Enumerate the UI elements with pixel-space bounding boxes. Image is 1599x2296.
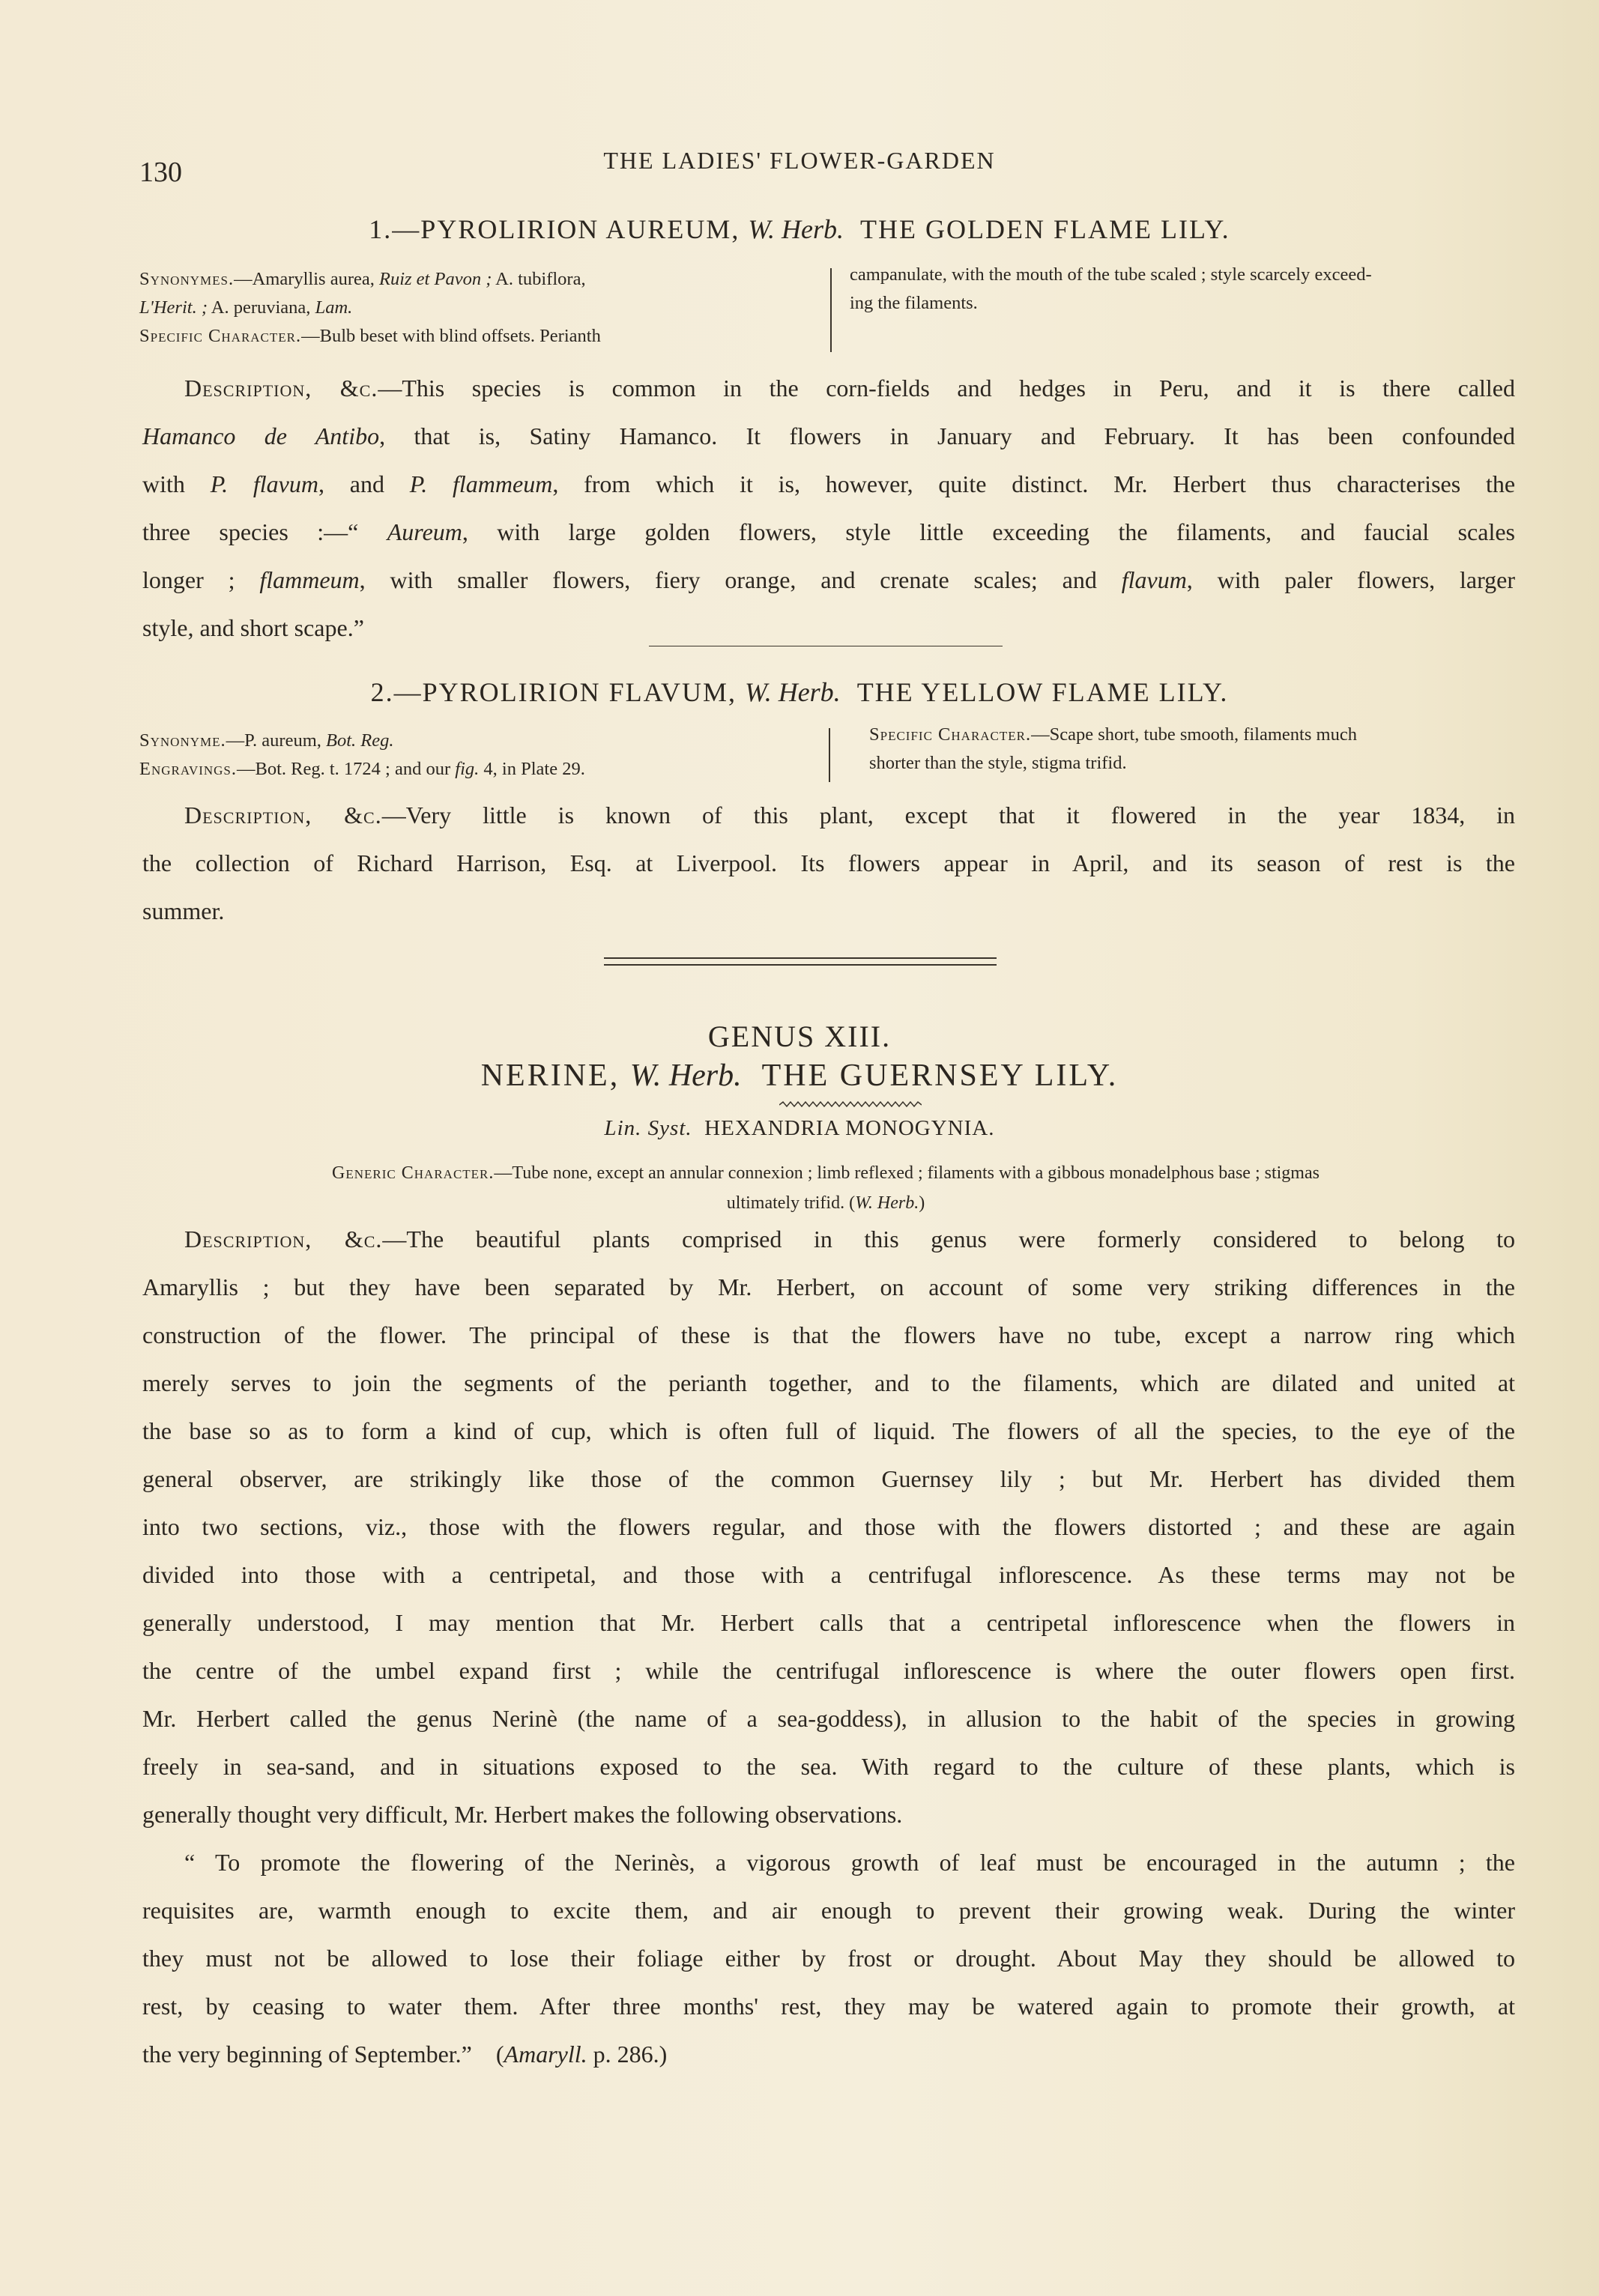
genus-authority: W. Herb. — [629, 1058, 742, 1093]
species2-synonym: Synonyme.—P. aureum, Bot. Reg. Engravings.—Bot. Reg. t. 1724 ; and our fig. 4, in Plate 29. — [139, 727, 585, 784]
double-rule-bottom — [604, 964, 997, 966]
species2-engravings: Engravings.—Bot. Reg. t. 1724 ; and our fig. 4, in Plate 29. — [139, 759, 585, 779]
species2-specific-character: Specific Character.—Scape short, tube smooth, filaments much shorter than the style, stigma trifid. — [869, 724, 1357, 773]
column-divider — [829, 728, 830, 782]
description-line: the base so as to form a kind of cup, which is often full of liquid. The flowers of all the species, to the eye of the — [142, 1417, 1515, 1444]
species1-name: PYROLIRION AUREUM, — [420, 214, 740, 244]
description-line: Description, &c.—This species is common in the corn-fields and hedges in Peru, and it is there called — [184, 375, 1516, 402]
linnaean-system: Lin. Syst. HEXANDRIA MONOGYNIA. — [604, 1116, 995, 1140]
description-line: generally understood, I may mention that Mr. Herbert calls that a centripetal inflorescence when the flowers in — [142, 1609, 1515, 1636]
generic-character: Generic Character.—Tube none, except an annular connexion ; limb reflexed ; filaments with a gibbous monadelphous base ; stigmas ultimately trifid. (W. Herb.) — [332, 1163, 1320, 1213]
column-divider — [830, 268, 832, 352]
genus-name: NERINE, — [480, 1058, 620, 1093]
genus-description — [142, 1215, 1515, 2078]
species2-name: PYROLIRION FLAVUM, — [422, 677, 737, 707]
species2-description — [142, 791, 1515, 935]
species1-specific-character: Specific Character.—Bulb beset with blind offsets. Perianth — [139, 326, 601, 346]
description-line: generally thought very difficult, Mr. Herbert makes the following observations. — [142, 1801, 903, 1828]
quote-line: rest, by ceasing to water them. After three months' rest, they may be watered again to promote their growth, at — [142, 1993, 1515, 2020]
species2-heading: 2.—PYROLIRION FLAVUM, W. Herb. THE YELLOW FLAME LILY. — [370, 677, 1229, 707]
species2-number: 2. — [370, 677, 394, 707]
wavy-rule — [779, 1100, 922, 1109]
running-head: THE LADIES' FLOWER-GARDEN — [603, 147, 996, 174]
description-line: Description, &c.—The beautiful plants comprised in this genus were formerly considered to belong to — [184, 1226, 1516, 1252]
species1-description — [142, 364, 1515, 652]
species1-specific-character-cont: campanulate, with the mouth of the tube scaled ; style scarcely exceed- ing the filaments. — [850, 264, 1372, 313]
description-line: summer. — [142, 897, 225, 924]
description-line: into two sections, viz., those with the flowers regular, and those with the flowers distorted ; and these are again — [142, 1513, 1515, 1540]
description-line: merely serves to join the segments of the perianth together, and to the filaments, which are dilated and united at — [142, 1369, 1515, 1396]
description-line: general observer, are strikingly like those of the common Guernsey lily ; but Mr. Herbert has divided them — [142, 1465, 1515, 1492]
species2-common-name: THE YELLOW FLAME LILY. — [856, 677, 1229, 707]
double-rule-top — [604, 957, 997, 959]
genus-common-name: THE GUERNSEY LILY. — [761, 1058, 1119, 1093]
description-line: longer ; flammeum, with smaller flowers, fiery orange, and crenate scales; and flavum, with paler flowers, larger — [142, 566, 1516, 593]
description-line: divided into those with a centripetal, and those with a centrifugal inflorescence. As these terms may not be — [142, 1561, 1515, 1588]
description-line: Description, &c.—Very little is known of this plant, except that it flowered in the year 1834, in — [184, 802, 1516, 829]
description-line: the centre of the umbel expand first ; while the centrifugal inflorescence is where the outer flowers open first. — [142, 1657, 1515, 1684]
genus-heading — [0, 1058, 1599, 1094]
description-line: Amaryllis ; but they have been separated by Mr. Herbert, on account of some very striking differences in the — [142, 1273, 1515, 1300]
quote-line: the very beginning of September.” (Amaryll. p. 286.) — [142, 2041, 668, 2068]
description-line: style, and short scape.” — [142, 614, 364, 641]
species1-number: 1. — [369, 214, 393, 244]
description-line: freely in sea-sand, and in situations exposed to the sea. With regard to the culture of these plants, which is — [142, 1753, 1515, 1780]
description-line: with P. flavum, and P. flammeum, from which it is, however, quite distinct. Mr. Herbert thus characterises the — [142, 470, 1516, 497]
species1-synonyms: Synonymes.—Amaryllis aurea, Ruiz et Pavon ; A. tubiflora, L'Herit. ; A. peruviana, Lam. Specific Character.—Bulb beset with blind offsets. Perianth — [139, 265, 601, 351]
quote-line: they must not be allowed to lose their foliage either by frost or drought. About May they should be allowed to — [142, 1945, 1515, 1972]
description-line: construction of the flower. The principal of these is that the flowers have no tube, except a narrow ring which — [142, 1321, 1515, 1348]
quote-line: requisites are, warmth enough to excite them, and air enough to prevent their growing weak. During the winter — [142, 1897, 1515, 1924]
page-number: 130 — [139, 157, 182, 188]
species1-common-name: THE GOLDEN FLAME LILY. — [860, 214, 1230, 244]
genus-title: GENUS XIII. — [707, 1020, 892, 1053]
description-line: Hamanco de Antibo, that is, Satiny Hamanco. It flowers in January and February. It has been confounded — [142, 422, 1516, 449]
species2-authority: W. Herb. — [745, 677, 841, 707]
citation: (Amaryll. p. 286.) — [495, 2041, 668, 2068]
description-line: three species :—“ Aureum, with large golden flowers, style little exceeding the filaments, and faucial scales — [142, 518, 1516, 545]
quote-line: “ To promote the flowering of the Nerinès, a vigorous growth of leaf must be encouraged in the autumn ; the — [184, 1849, 1515, 1876]
species1-authority: W. Herb. — [748, 214, 844, 244]
species1-heading: 1.—PYROLIRION AUREUM, W. Herb. THE GOLDEN FLAME LILY. — [369, 214, 1230, 244]
description-line: the collection of Richard Harrison, Esq. at Liverpool. Its flowers appear in April, and its season of rest is the — [142, 849, 1515, 876]
description-line: Mr. Herbert called the genus Nerinè (the name of a sea-goddess), in allusion to the habit of the species in growing — [142, 1705, 1515, 1732]
